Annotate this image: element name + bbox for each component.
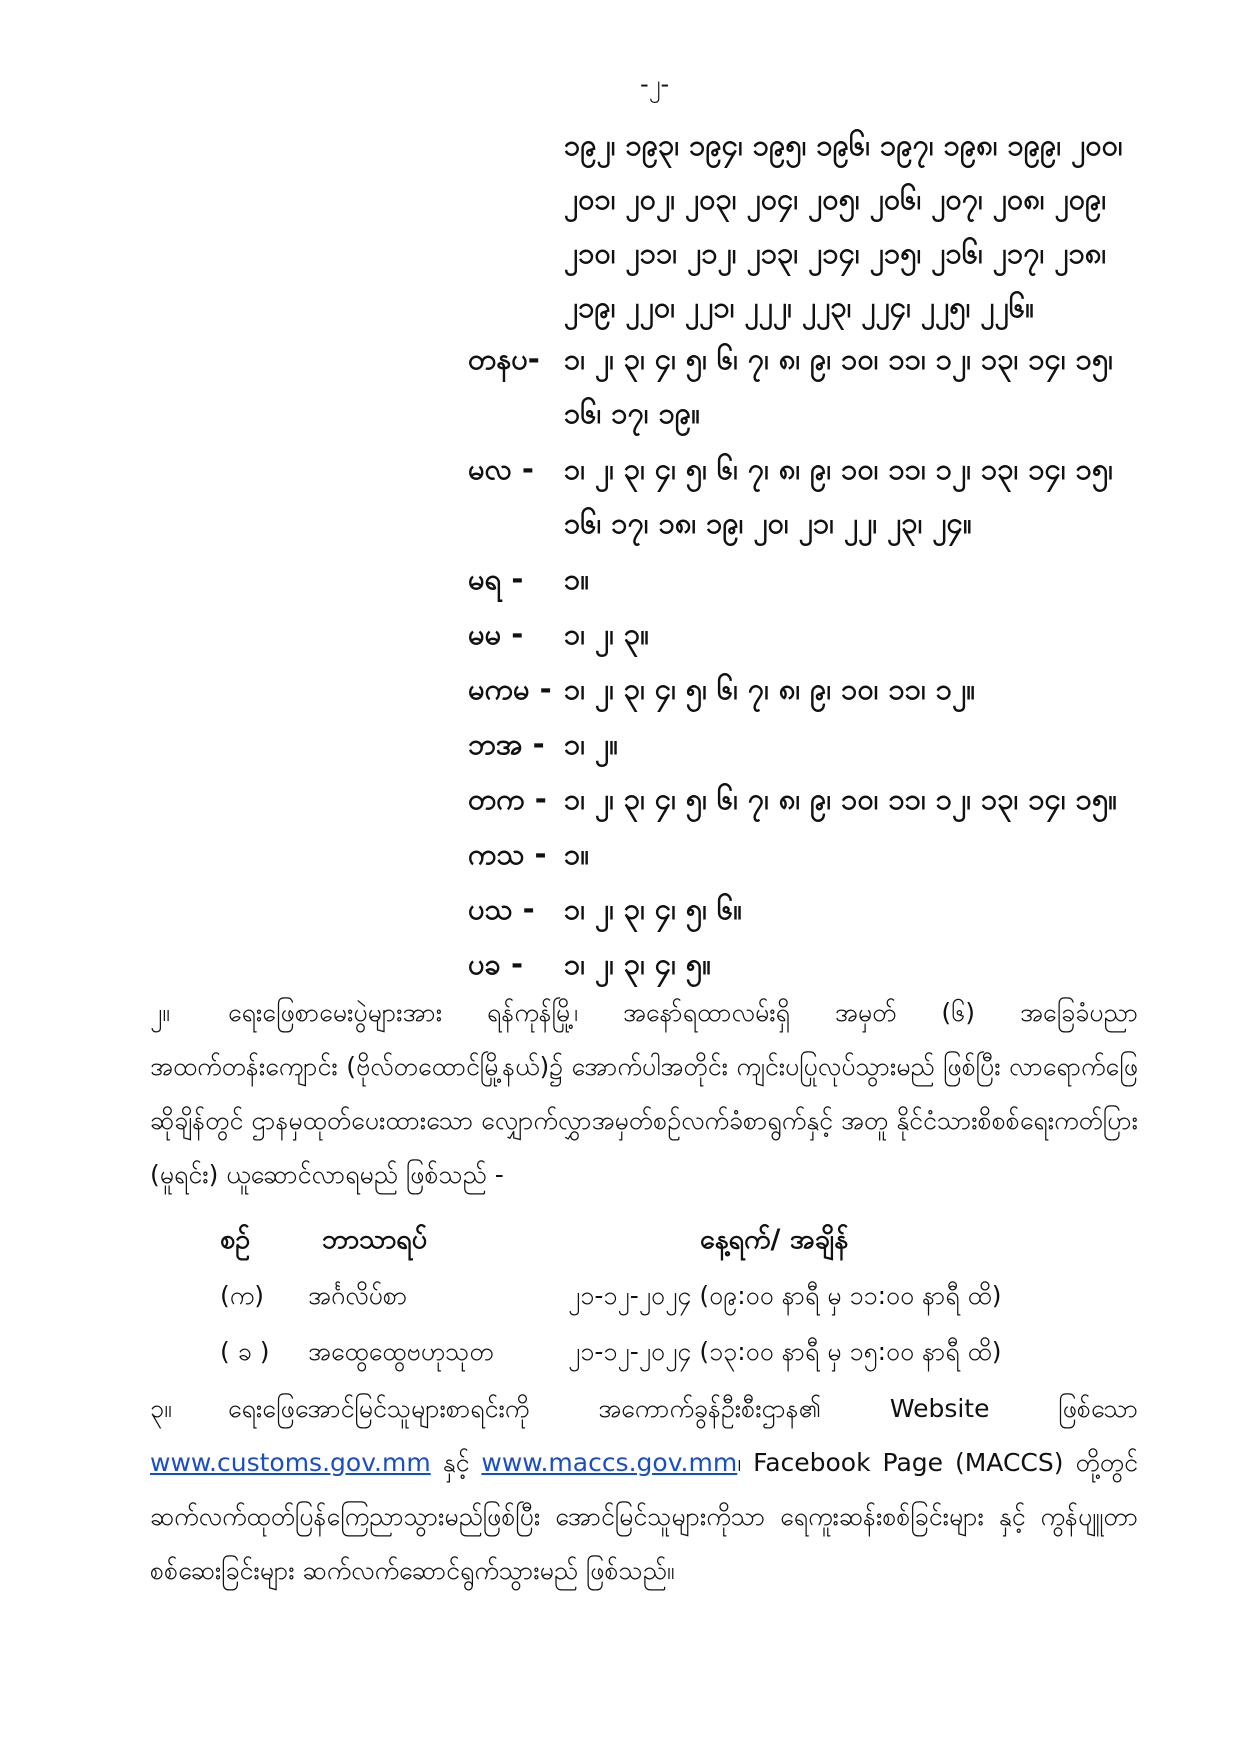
paragraph-text: ရေးဖြေစာမေးပွဲများအား ရန်ကုန်မြို့၊ အနော်ရထာလမ်းရှိ အမှတ် (၆) အခြေခံပညာ အထက်တန်းကျောင်း (ဗိုလ်တထောင်မြို့နယ်)၌ အောက်ပါအတိုင်း ကျင်းပပြုလုပ်သွားမည် ဖြစ်ပြီး လာရောက်ဖြေဆိုချိန်တွင် ဌာနမှထုတ်ပေးထားသော လျှောက်လွှာအမှတ်စဉ်လက်ခံစာရွက်နှင့် အတူ နိုင်ငံသားစိစစ်ရေးကတ်ပြား (မူရင်း) ယူဆောင်လာရမည် ဖြစ်သည် - xyxy=(150,998,1138,1189)
code-values: ၁၊ ၂။ xyxy=(564,727,619,761)
code-label: မရ - xyxy=(468,562,524,596)
maccs-website-link[interactable]: www.maccs.gov.mm xyxy=(481,1448,738,1477)
code-label: မကမ - xyxy=(468,672,552,706)
continuation-line: ၁၉၂၊ ၁၉၃၊ ၁၉၄၊ ၁၉၅၊ ၁၉၆၊ ၁၉၇၊ ၁၉၈၊ ၁၉၉၊ ၂၀၀၊ xyxy=(564,128,1123,162)
code-label: တက - xyxy=(468,782,547,816)
code-label: ပသ - xyxy=(468,892,535,926)
schedule-header-subject: ဘာသာရပ် xyxy=(322,1224,428,1255)
conjunction-text: နှင့် xyxy=(442,1448,470,1477)
code-values: ၁။ xyxy=(564,837,590,871)
code-label: တနပ- xyxy=(468,342,540,376)
code-values: ၁၊ ၂၊ ၃၊ ၄၊ ၅၊ ၆၊ ၇၊ ၈၊ ၉၊ ၁၀၊ ၁၁၊ ၁၂၊ ၁၃၊ ၁၄၊ ၁၅။ xyxy=(564,782,1118,816)
code-values: ၁၊ ၂၊ ၃၊ ၄၊ ၅၊ ၆၊ ၇၊ ၈၊ ၉၊ ၁၀၊ ၁၁၊ ၁၂။ xyxy=(564,672,976,706)
customs-website-link[interactable]: www.customs.gov.mm xyxy=(150,1448,431,1477)
schedule-row-subject: အထွေထွေဗဟုသုတ xyxy=(308,1337,494,1366)
schedule-row-subject: အင်္ဂလိပ်စာ xyxy=(308,1281,408,1310)
paragraph-text: ၊ Facebook Page (MACCS) တို့တွင် ဆက်လက်ထုတ်ပြန်ကြေညာသွားမည်ဖြစ်ပြီး အောင်မြင်သူများကိုသာ ရေကူးဆန်းစစ်ခြင်းများ နှင့် ကွန်ပျူတာစစ်ဆေးခြင်းများ ဆက်လက်ဆောင်ရွက်သွားမည် ဖြစ်သည်။ xyxy=(150,1448,1139,1585)
code-values: ၁၊ ၂၊ ၃၊ ၄၊ ၅၊ ၆၊ ၇၊ ၈၊ ၉၊ ၁၀၊ ၁၁၊ ၁၂၊ ၁၃၊ ၁၄၊ ၁၅၊ ၁၆၊ ၁၇၊ ၁၈၊ ၁၉၊ ၂၀၊ ၂၁၊ ၂၂၊ ၂၃၊ ၂၄။ xyxy=(564,452,1113,540)
schedule-row-no: (က) xyxy=(220,1281,264,1310)
continuation-line: ၂၁၉၊ ၂၂၀၊ ၂၂၁၊ ၂၂၂၊ ၂၂၃၊ ၂၂၄၊ ၂၂၅၊ ၂၂၆။ xyxy=(564,290,1034,324)
schedule-row-datetime: ၂၁-၁၂-၂၀၂၄ (၁၃:၀၀ နာရီ မှ ၁၅:၀၀ နာရီ ထိ) xyxy=(568,1337,1002,1366)
schedule-row-no: ( ခ ) xyxy=(220,1337,270,1366)
paragraph-text: ရေးဖြေအောင်မြင်သူများစာရင်းကို အကောက်ခွန်ဦးစီးဌာန၏ Website ဖြစ်သော xyxy=(228,1394,1138,1423)
code-values: ၁၊ ၂၊ ၃၊ ၄၊ ၅။ xyxy=(564,947,712,981)
paragraph-2 xyxy=(150,986,1138,1202)
code-values: ၁၊ ၂၊ ၃၊ ၄၊ ၅၊ ၆။ xyxy=(564,892,743,926)
schedule-row-datetime: ၂၁-၁၂-၂၀၂၄ (၀၉:၀၀ နာရီ မှ ၁၁:၀၀ နာရီ ထိ) xyxy=(568,1281,1002,1310)
paragraph-3 xyxy=(150,1382,1138,1598)
code-values: ၁။ xyxy=(564,562,590,596)
schedule-header-datetime: နေ့ရက်/ အချိန် xyxy=(700,1224,849,1255)
paragraph-number: ၂။ xyxy=(150,998,170,1027)
page-number: -၂- xyxy=(640,70,670,98)
code-values: ၁၊ ၂၊ ၃။ xyxy=(564,617,650,651)
code-label: ပခ - xyxy=(468,947,523,981)
code-values: ၁၊ ၂၊ ၃၊ ၄၊ ၅၊ ၆၊ ၇၊ ၈၊ ၉၊ ၁၀၊ ၁၁၊ ၁၂၊ ၁၃၊ ၁၄၊ ၁၅၊ ၁၆၊ ၁၇၊ ၁၉။ xyxy=(564,342,1113,430)
code-label: မလ - xyxy=(468,452,534,486)
continuation-line: ၂၀၁၊ ၂၀၂၊ ၂၀၃၊ ၂၀၄၊ ၂၀၅၊ ၂၀၆၊ ၂၀၇၊ ၂၀၈၊ ၂၀၉၊ xyxy=(564,182,1107,216)
code-label: ဘအ - xyxy=(468,727,545,761)
continuation-list xyxy=(564,118,1144,334)
schedule-header-no: စဉ် xyxy=(220,1224,251,1255)
continuation-line: ၂၁၀၊ ၂၁၁၊ ၂၁၂၊ ၂၁၃၊ ၂၁၄၊ ၂၁၅၊ ၂၁၆၊ ၂၁၇၊ ၂၁၈၊ xyxy=(564,236,1107,270)
paragraph-number: ၃။ xyxy=(150,1394,172,1423)
code-label: ကသ - xyxy=(468,837,547,871)
code-label: မမ - xyxy=(468,617,524,651)
